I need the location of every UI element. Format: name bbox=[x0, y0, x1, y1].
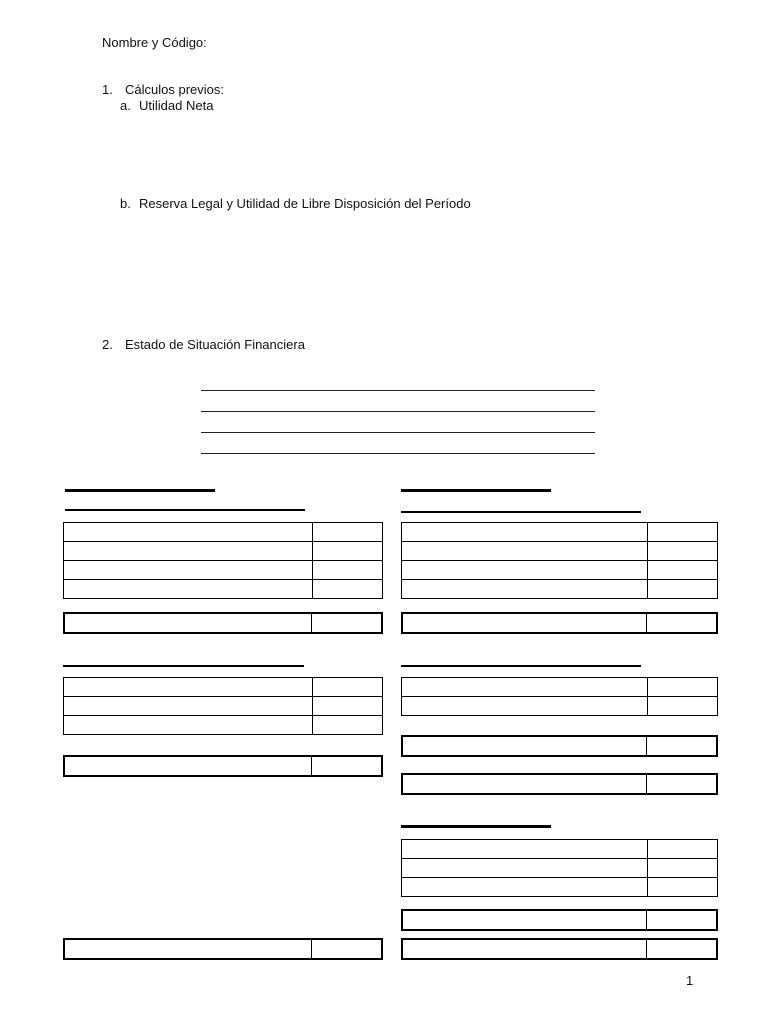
total-amount-cell bbox=[647, 910, 718, 930]
total-row bbox=[64, 756, 382, 776]
total-row bbox=[402, 939, 717, 959]
amount-cell bbox=[648, 840, 718, 859]
left-column-title-line bbox=[65, 489, 215, 492]
account-cell bbox=[402, 580, 648, 599]
total-row bbox=[64, 613, 382, 633]
right-block1-total-table bbox=[401, 612, 718, 634]
account-cell bbox=[402, 859, 648, 878]
item-b-letter: b. bbox=[120, 196, 131, 211]
account-cell bbox=[64, 523, 313, 542]
table-row bbox=[64, 697, 383, 716]
table-row bbox=[402, 859, 718, 878]
amount-cell bbox=[648, 580, 718, 599]
account-cell bbox=[402, 840, 648, 859]
table-row bbox=[402, 697, 718, 716]
table-row bbox=[64, 561, 383, 580]
page-number: 1 bbox=[686, 973, 694, 988]
total-amount-cell bbox=[647, 939, 718, 959]
right-grand-total-table bbox=[401, 938, 718, 960]
statement-heading-line-2 bbox=[201, 411, 595, 412]
left-grand-total-table bbox=[63, 938, 383, 960]
table-row bbox=[402, 523, 718, 542]
account-cell bbox=[64, 716, 313, 735]
account-cell bbox=[64, 580, 313, 599]
section2-number: 2. bbox=[102, 337, 113, 352]
amount-cell bbox=[648, 542, 718, 561]
right-block2-heading-line bbox=[401, 665, 641, 667]
total-amount-cell bbox=[312, 613, 383, 633]
amount-cell bbox=[313, 678, 383, 697]
total-amount-cell bbox=[312, 939, 383, 959]
account-cell bbox=[64, 697, 313, 716]
amount-cell bbox=[648, 561, 718, 580]
total-label-cell bbox=[64, 613, 312, 633]
right-block2-table bbox=[401, 677, 718, 716]
right-equity-title-line bbox=[401, 825, 551, 828]
section1-number: 1. bbox=[102, 82, 113, 97]
amount-cell bbox=[648, 523, 718, 542]
statement-heading-line-3 bbox=[201, 432, 595, 433]
item-b-label: Reserva Legal y Utilidad de Libre Disposición del Período bbox=[139, 196, 471, 211]
right-liabilities-total-table bbox=[401, 773, 718, 795]
table-row bbox=[64, 678, 383, 697]
table-row bbox=[64, 580, 383, 599]
account-cell bbox=[402, 542, 648, 561]
table-row bbox=[402, 561, 718, 580]
total-amount-cell bbox=[647, 736, 718, 756]
total-row bbox=[402, 613, 717, 633]
total-amount-cell bbox=[647, 613, 718, 633]
total-label-cell bbox=[402, 774, 647, 794]
table-row bbox=[402, 840, 718, 859]
amount-cell bbox=[648, 878, 718, 897]
total-label-cell bbox=[402, 910, 647, 930]
amount-cell bbox=[313, 561, 383, 580]
total-row bbox=[402, 910, 717, 930]
section1-title: Cálculos previos: bbox=[125, 82, 224, 97]
account-cell bbox=[402, 678, 648, 697]
left-block2-total-table bbox=[63, 755, 383, 777]
amount-cell bbox=[648, 859, 718, 878]
left-block2-table bbox=[63, 677, 383, 735]
amount-cell bbox=[313, 580, 383, 599]
left-block2-heading-line bbox=[63, 665, 304, 667]
statement-heading-line-1 bbox=[201, 390, 595, 391]
right-block3-total-table bbox=[401, 909, 718, 931]
name-code-label: Nombre y Código: bbox=[102, 35, 207, 50]
total-amount-cell bbox=[647, 774, 718, 794]
table-row bbox=[64, 523, 383, 542]
amount-cell bbox=[313, 716, 383, 735]
right-block2-total-table bbox=[401, 735, 718, 757]
amount-cell bbox=[313, 523, 383, 542]
total-row bbox=[402, 736, 717, 756]
account-cell bbox=[402, 523, 648, 542]
account-cell bbox=[64, 561, 313, 580]
total-amount-cell bbox=[312, 756, 383, 776]
total-label-cell bbox=[402, 939, 647, 959]
table-row bbox=[402, 580, 718, 599]
total-label-cell bbox=[64, 756, 312, 776]
table-row bbox=[64, 716, 383, 735]
item-a-letter: a. bbox=[120, 98, 131, 113]
right-column-title-line bbox=[401, 489, 551, 492]
total-row bbox=[402, 774, 717, 794]
account-cell bbox=[402, 561, 648, 580]
amount-cell bbox=[648, 678, 718, 697]
table-row bbox=[402, 878, 718, 897]
right-block1-table bbox=[401, 522, 718, 599]
table-row bbox=[64, 542, 383, 561]
account-cell bbox=[402, 878, 648, 897]
table-row bbox=[402, 542, 718, 561]
total-label-cell bbox=[64, 939, 312, 959]
right-block3-table bbox=[401, 839, 718, 897]
amount-cell bbox=[648, 697, 718, 716]
total-label-cell bbox=[402, 613, 647, 633]
account-cell bbox=[402, 697, 648, 716]
total-row bbox=[64, 939, 382, 959]
account-cell bbox=[64, 542, 313, 561]
amount-cell bbox=[313, 697, 383, 716]
table-row bbox=[402, 678, 718, 697]
total-label-cell bbox=[402, 736, 647, 756]
account-cell bbox=[64, 678, 313, 697]
left-block1-table bbox=[63, 522, 383, 599]
left-block1-heading-line bbox=[65, 509, 305, 511]
right-block1-heading-line bbox=[401, 511, 641, 513]
amount-cell bbox=[313, 542, 383, 561]
item-a-label: Utilidad Neta bbox=[139, 98, 214, 113]
left-block1-total-table bbox=[63, 612, 383, 634]
statement-heading-line-4 bbox=[201, 453, 595, 454]
section2-title: Estado de Situación Financiera bbox=[125, 337, 305, 352]
